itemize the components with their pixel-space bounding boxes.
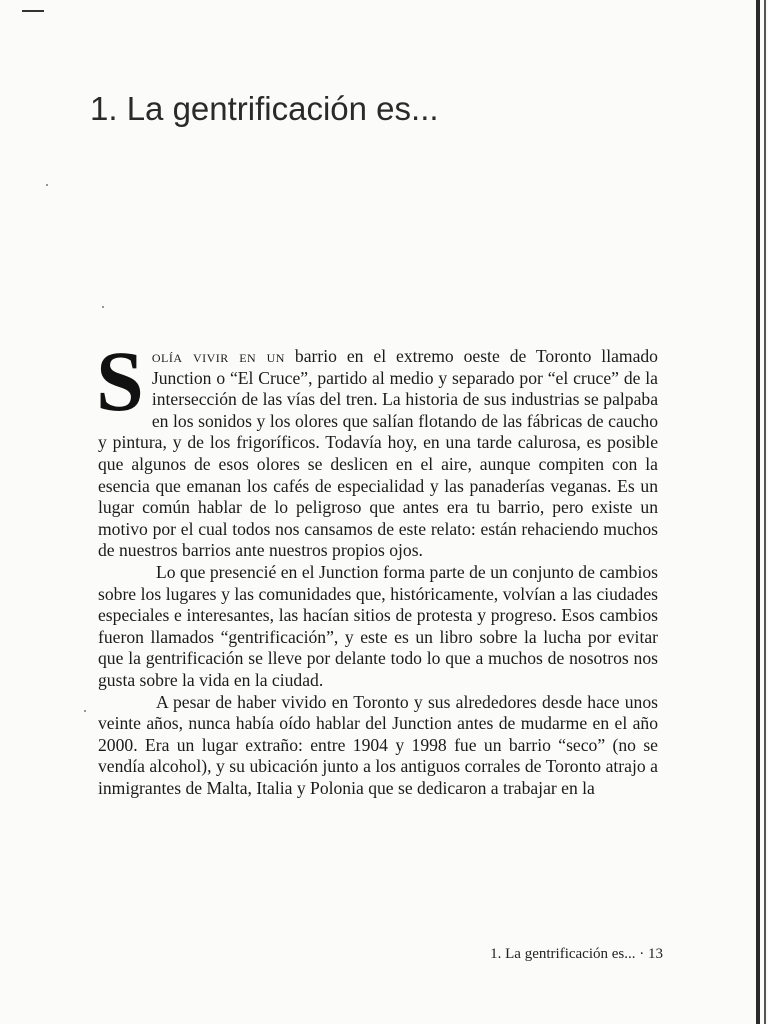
- scan-right-edge: [756, 0, 760, 1024]
- scan-speck: [84, 710, 86, 712]
- page-number: 13: [648, 946, 663, 962]
- footer-running-title: 1. La gentrificación es...: [490, 946, 636, 962]
- paragraph-2: Lo que presencié en el Junction forma parte de un conjunto de cambios sobre los lugares y las comunidades que, históricamente, volvían a las ciudades especiales e interesantes, las hacían sitios de protesta y progreso. Esos cambios fueron llamados “gentrificación”, y este es un libro sobre la lucha por evitar que la gentrificación se lleve por delante todo lo que a muchos de nosotros nos gusta sobre la vida en la ciudad.: [98, 561, 658, 690]
- footer-separator: ·: [635, 946, 648, 962]
- drop-cap: S: [96, 333, 144, 429]
- paragraph-3: A pesar de haber vivido en Toronto y sus alrededores desde hace unos veinte años, nunca había oído hablar del Junction antes de mudarme en el año 2000. Era un lugar extraño: entre 1904 y 1998 fue un barrio “seco” (no se vendía alcohol), y su ubicación junto a los antiguos corrales de Toronto atrajo a inmigrantes de Malta, Italia y Polonia que se dedicaron a trabajar en la: [98, 691, 658, 798]
- chapter-body: [96, 333, 658, 799]
- paragraph-1-text: barrio en el extremo oeste de Toronto llamado Junction o “El Cruce”, partido al medio y separado por “el cruce” de la intersección de las vías del tren. La historia de sus industrias se palpaba en los sonidos y los olores que salían flotando de las fábricas de caucho y pintura, y de los frigoríficos. Todavía hoy, en una tarde calurosa, es posible que algunos de esos olores se deslicen en el aire, aunque compiten con la esencia que emanan los cafés de especialidad y las panaderías veganas. Es un lugar común hablar de lo peligroso que antes era tu barrio, pero existe un motivo por el cual todos nos cansamos de este relato: están rehaciendo muchos de nuestros barrios ante nuestros propios ojos.: [98, 346, 658, 561]
- page-edge-mark: [22, 10, 44, 12]
- scan-right-edge-outer: [764, 0, 766, 1024]
- scan-speck: [46, 184, 48, 186]
- chapter-title: 1. La gentrificación es...: [90, 90, 439, 127]
- paragraph-1: [96, 333, 658, 562]
- running-footer: [490, 946, 663, 963]
- scan-speck: [102, 306, 104, 308]
- small-caps-lead: olía vivir en un: [151, 346, 285, 366]
